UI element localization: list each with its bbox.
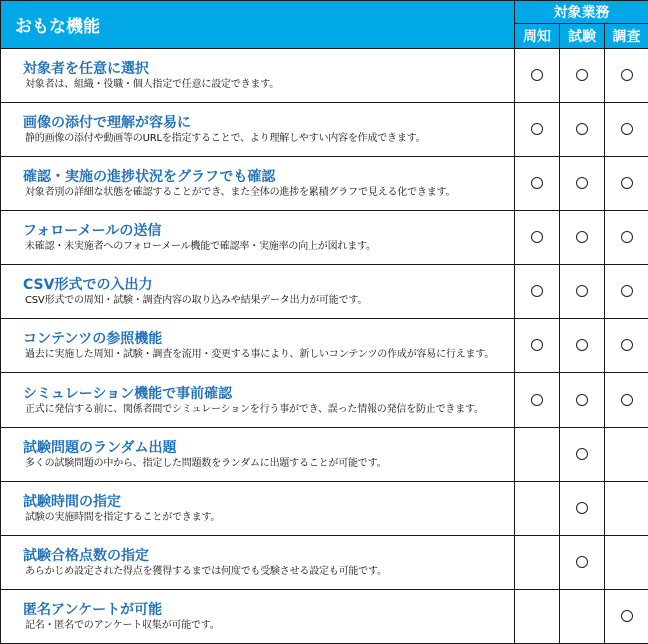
feature-description: 未確認・未実施者へのフォローメール機能で確認率・実施率の向上が図れます。 (25, 241, 376, 253)
feature-cell (1, 481, 515, 535)
feature-description: 静的画像の添付や動画等のURLを指定することで、より理解しやすい内容を作成できます。 (25, 133, 426, 145)
mark-cell-notice (515, 211, 560, 265)
mark-cell-notice (515, 373, 560, 427)
mark-cell-notice (515, 481, 560, 535)
mark-cell-survey (605, 589, 648, 643)
column-header-exam: 試験 (560, 24, 605, 49)
feature-cell (1, 265, 515, 319)
circle-mark-icon (531, 177, 543, 189)
feature-description: CSV形式での周知・試験・調査内容の取り込みや結果データ出力が可能です。 (25, 295, 368, 307)
mark-cell-notice (515, 427, 560, 481)
circle-mark-icon (621, 177, 633, 189)
feature-description: 対象者は、組織・役職・個人指定で任意に設定できます。 (25, 79, 279, 91)
feature-name: 試験合格点数の指定 (23, 547, 149, 564)
circle-mark-icon (531, 285, 543, 297)
mark-cell-exam (560, 103, 605, 157)
feature-name: 画像の添付で理解が容易に (23, 115, 191, 132)
feature-row (1, 589, 648, 643)
feature-row (1, 535, 648, 589)
mark-cell-exam (560, 265, 605, 319)
circle-mark-icon (621, 123, 633, 135)
mark-cell-survey (605, 211, 648, 265)
circle-mark-icon (531, 231, 543, 243)
feature-name: 試験問題のランダム出題 (23, 439, 177, 456)
circle-mark-icon (576, 231, 588, 243)
circle-mark-icon (576, 448, 588, 460)
circle-mark-icon (621, 394, 633, 406)
mark-cell-exam (560, 319, 605, 373)
circle-mark-icon (531, 394, 543, 406)
feature-row (1, 427, 648, 481)
feature-cell (1, 157, 515, 211)
circle-mark-icon (576, 502, 588, 514)
mark-cell-survey (605, 265, 648, 319)
mark-cell-notice (515, 265, 560, 319)
circle-mark-icon (531, 69, 543, 81)
mark-cell-survey (605, 49, 648, 103)
mark-cell-survey (605, 427, 648, 481)
circle-mark-icon (621, 69, 633, 81)
feature-name: 匿名アンケートが可能 (23, 601, 163, 618)
feature-description: 多くの試験問題の中から、指定した問題数をランダムに出題することが可能です。 (25, 457, 387, 469)
mark-cell-exam (560, 49, 605, 103)
feature-cell (1, 319, 515, 373)
mark-cell-exam (560, 589, 605, 643)
mark-cell-notice (515, 589, 560, 643)
feature-row (1, 49, 648, 103)
circle-mark-icon (576, 123, 588, 135)
feature-name: コンテンツの参照機能 (23, 331, 163, 348)
feature-description: 対象者別の詳細な状態を確認することができ、また全体の進捗を累積グラフで見える化できます。 (25, 187, 456, 199)
feature-description: 過去に実施した周知・試験・調査を流用・変更する事により、新しいコンテンツの作成が容易に行えます。 (25, 349, 495, 361)
mark-cell-survey (605, 373, 648, 427)
table-title: おもな機能 (1, 1, 515, 49)
circle-mark-icon (576, 69, 588, 81)
feature-cell (1, 589, 515, 643)
mark-cell-survey (605, 157, 648, 211)
feature-cell (1, 103, 515, 157)
mark-cell-exam (560, 427, 605, 481)
column-header-notice: 周知 (515, 24, 560, 49)
feature-row (1, 481, 648, 535)
feature-name: 対象者を任意に選択 (23, 61, 149, 78)
mark-cell-notice (515, 319, 560, 373)
mark-cell-notice (515, 103, 560, 157)
feature-cell (1, 427, 515, 481)
circle-mark-icon (621, 231, 633, 243)
feature-row (1, 373, 648, 427)
target-business-header: 対象業務 (515, 1, 648, 24)
column-header-survey: 調査 (605, 24, 648, 49)
mark-cell-exam (560, 481, 605, 535)
feature-description: あらかじめ設定された得点を獲得するまでは何度でも受験させる設定も可能です。 (25, 565, 387, 577)
mark-cell-notice (515, 535, 560, 589)
circle-mark-icon (576, 285, 588, 297)
circle-mark-icon (531, 123, 543, 135)
feature-row (1, 265, 648, 319)
feature-description: 試験の実施時間を指定することができます。 (25, 511, 221, 523)
mark-cell-exam (560, 373, 605, 427)
feature-description: 正式に発信する前に、関係者間でシミュレーションを行う事ができ、誤った情報の発信を防止できます。 (25, 403, 484, 415)
mark-cell-survey (605, 481, 648, 535)
feature-row (1, 211, 648, 265)
feature-name: 試験時間の指定 (23, 493, 121, 510)
mark-cell-survey (605, 535, 648, 589)
circle-mark-icon (576, 556, 588, 568)
circle-mark-icon (576, 177, 588, 189)
feature-name: 確認・実施の進捗状況をグラフでも確認 (23, 169, 276, 186)
circle-mark-icon (621, 285, 633, 297)
mark-cell-exam (560, 535, 605, 589)
header-row (1, 1, 648, 24)
feature-name: シミュレーション機能で事前確認 (23, 385, 233, 402)
feature-cell (1, 373, 515, 427)
circle-mark-icon (576, 339, 588, 351)
feature-name: CSV形式での入出力 (23, 277, 153, 294)
feature-row (1, 157, 648, 211)
mark-cell-notice (515, 157, 560, 211)
feature-cell (1, 211, 515, 265)
circle-mark-icon (621, 610, 633, 622)
mark-cell-survey (605, 103, 648, 157)
mark-cell-exam (560, 211, 605, 265)
feature-cell (1, 535, 515, 589)
circle-mark-icon (576, 394, 588, 406)
feature-row (1, 319, 648, 373)
feature-cell (1, 49, 515, 103)
mark-cell-exam (560, 157, 605, 211)
circle-mark-icon (621, 339, 633, 351)
mark-cell-survey (605, 319, 648, 373)
feature-description: 記名・匿名でのアンケート収集が可能です。 (25, 619, 220, 631)
feature-name: フォローメールの送信 (23, 223, 162, 240)
circle-mark-icon (531, 339, 543, 351)
mark-cell-notice (515, 49, 560, 103)
feature-row (1, 103, 648, 157)
